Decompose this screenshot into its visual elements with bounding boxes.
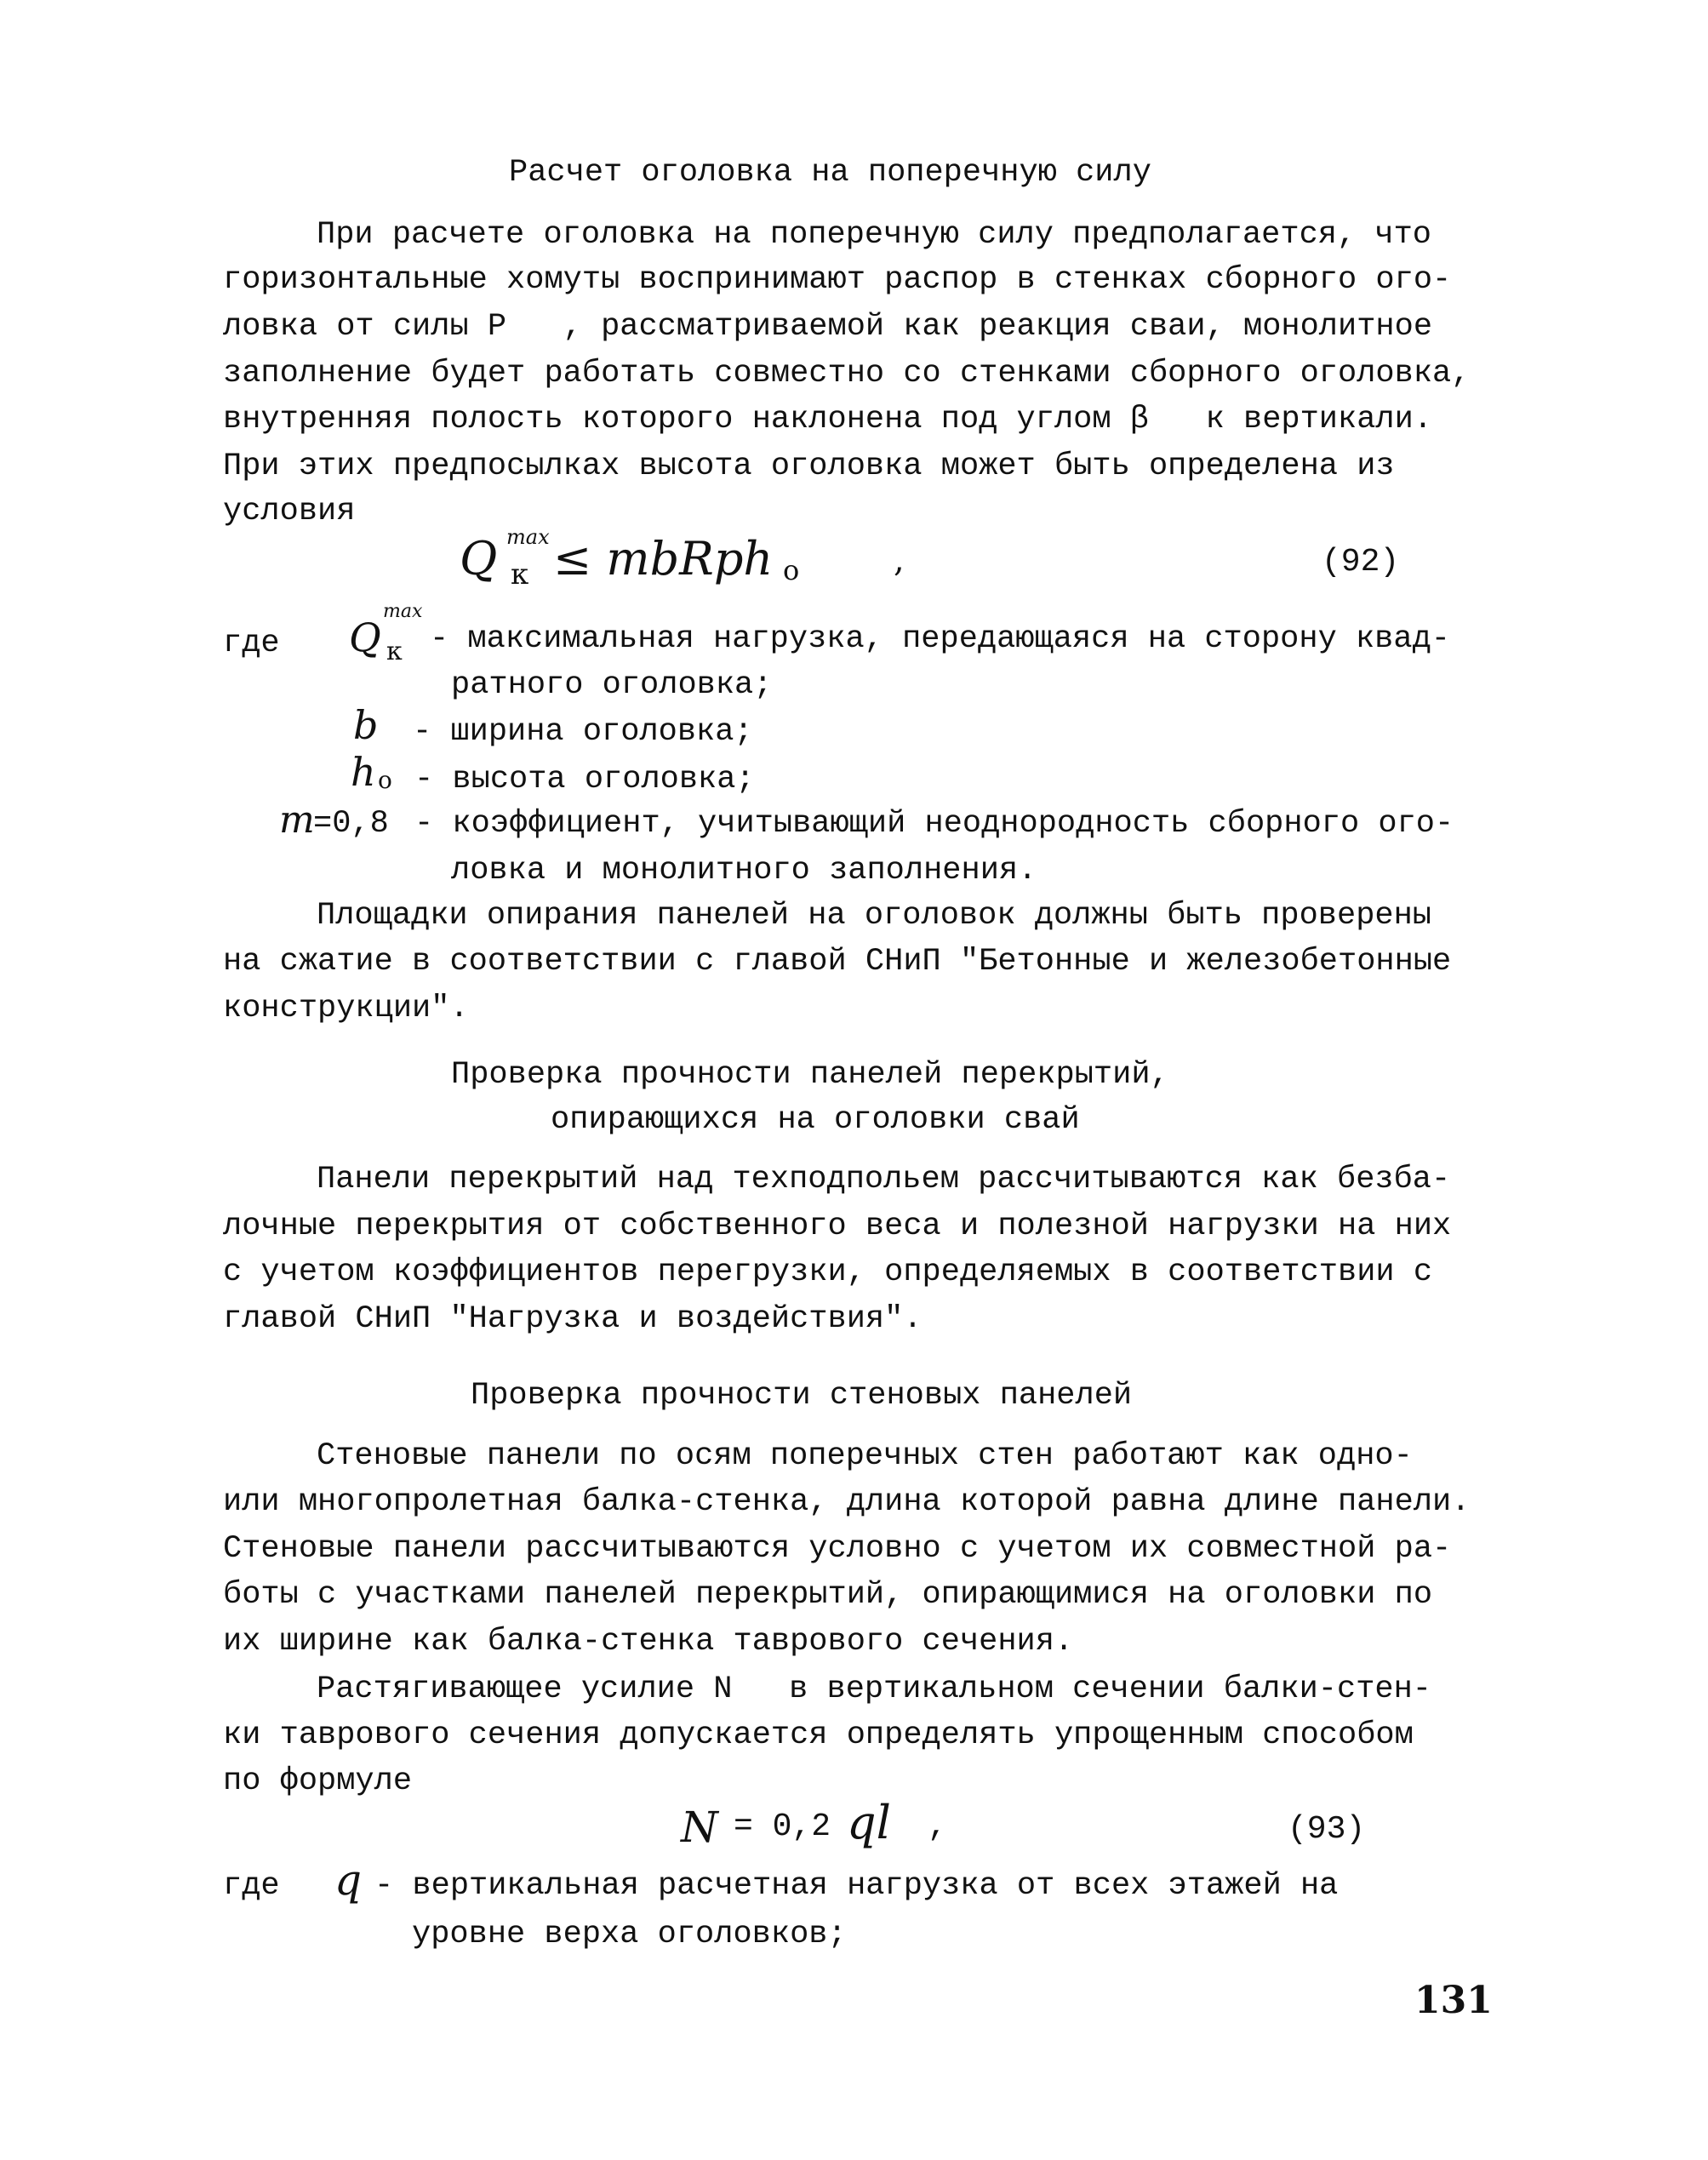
page-number: 131 (1414, 1979, 1493, 2022)
def-q-sup: max (383, 601, 423, 622)
text-line: на сжатие в соответствии с главой СНиП "Бетонные и железобетонные (223, 944, 1452, 980)
where-label: где (223, 626, 280, 661)
def-h-letter: h (351, 749, 376, 795)
text-line: лочные перекрытия от собственного веса и полезной нагрузки на них (223, 1209, 1452, 1244)
def-text: - ширина оголовка; (413, 714, 753, 750)
text-line: или многопролетная балка-стенка, длина которой равна длине панели. (223, 1484, 1471, 1520)
formula-93-ql: ql (847, 1796, 891, 1849)
text-line: Стеновые панели рассчитываются условно с учетом их совместной ра- (223, 1531, 1452, 1567)
text-line: условия (223, 494, 356, 529)
text-line: их ширине как балка-стенка таврового сечения. (223, 1624, 1074, 1660)
def-m-symbol: m (279, 798, 315, 842)
def-q2-symbol: q (334, 1855, 363, 1905)
def-h-symbol (351, 749, 419, 800)
def-text: - максимальная нагрузка, передающаяся на сторону квад- (430, 621, 1450, 657)
text-line: конструкции". (223, 991, 469, 1026)
def-text: - высота оголовка; (414, 762, 755, 797)
text-line: главой СНиП "Нагрузка и воздействия". (223, 1301, 923, 1337)
section-heading-2b: опирающихся на оголовки свай (551, 1102, 1080, 1138)
text-line: по формуле (223, 1763, 413, 1799)
text-line: с учетом коэффициентов перегрузки, определяемых в соответствии с (223, 1254, 1433, 1290)
text-line: ки таврового сечения допускается определять упрощенным способом (223, 1717, 1414, 1753)
formula-sub: к (511, 557, 529, 591)
def-text-cont: уровне верха оголовков; (412, 1917, 847, 1952)
def-text: - коэффициент, учитывающий неоднородность сборного ого- (414, 806, 1454, 842)
text-line: ловка от силы P , рассматриваемой как реакция сваи, монолитное (223, 309, 1433, 345)
formula-comma: , (894, 540, 905, 580)
text-line: Панели перекрытий над техподпольем рассчитываются как безба- (317, 1162, 1451, 1197)
text-line: Площадки опирания панелей на оголовок должны быть проверены (317, 898, 1432, 934)
text-line: При этих предпосылках высота оголовка может быть определена из (223, 449, 1395, 484)
formula-sup: max (506, 525, 550, 549)
def-h-sub: o (378, 766, 392, 794)
text-line: Стеновые панели по осям поперечных стен работают как одно- (317, 1438, 1413, 1474)
def-text-cont: ловка и монолитного заполнения. (451, 853, 1037, 889)
def-text: - вертикальная расчетная нагрузка от всех этажей на (374, 1868, 1339, 1904)
formula-symbol-q: Q (460, 532, 498, 586)
formula-93-n: N (681, 1803, 718, 1852)
formula-93 (681, 1796, 987, 1864)
def-m-value: =0,8 (313, 806, 389, 842)
formula-rhs-sub: o (783, 554, 800, 586)
equation-number-92: (92) (1322, 544, 1400, 580)
formula-93-comma: , (928, 1809, 947, 1845)
section-heading-2a: Проверка прочности панелей перекрытий, (451, 1057, 1169, 1093)
text-line: При расчете оголовка на поперечную силу предполагается, что (317, 217, 1432, 253)
text-line: Растягивающее усилие N в вертикальном сечении балки-стен- (317, 1671, 1432, 1707)
formula-93-rest: = 0,2 (734, 1809, 831, 1845)
equation-number-93: (93) (1288, 1811, 1366, 1848)
text-line: заполнение будет работать совместно со стенками сборного оголовка, (223, 356, 1471, 391)
where-label: где (223, 1868, 280, 1904)
text-line: боты с участками панелей перекрытий, опирающимися на оголовки по (223, 1577, 1433, 1613)
def-text-cont: ратного оголовка; (451, 667, 773, 703)
formula-rhs: ≤ mbRph (553, 532, 774, 586)
def-q-symbol (349, 601, 443, 671)
def-b-symbol: b (353, 702, 379, 748)
text-line: внутренняя полость которого наклонена под углом β к вертикали. (223, 402, 1433, 437)
text-line: горизонтальные хомуты воспринимают распор в стенках сборного ого- (223, 262, 1452, 298)
def-q-sub: к (386, 637, 403, 666)
def-q-letter: Q (349, 614, 381, 660)
section-heading-3: Проверка прочности стеновых панелей (471, 1378, 1133, 1414)
section-heading-1: Расчет оголовка на поперечную силу (509, 155, 1151, 191)
